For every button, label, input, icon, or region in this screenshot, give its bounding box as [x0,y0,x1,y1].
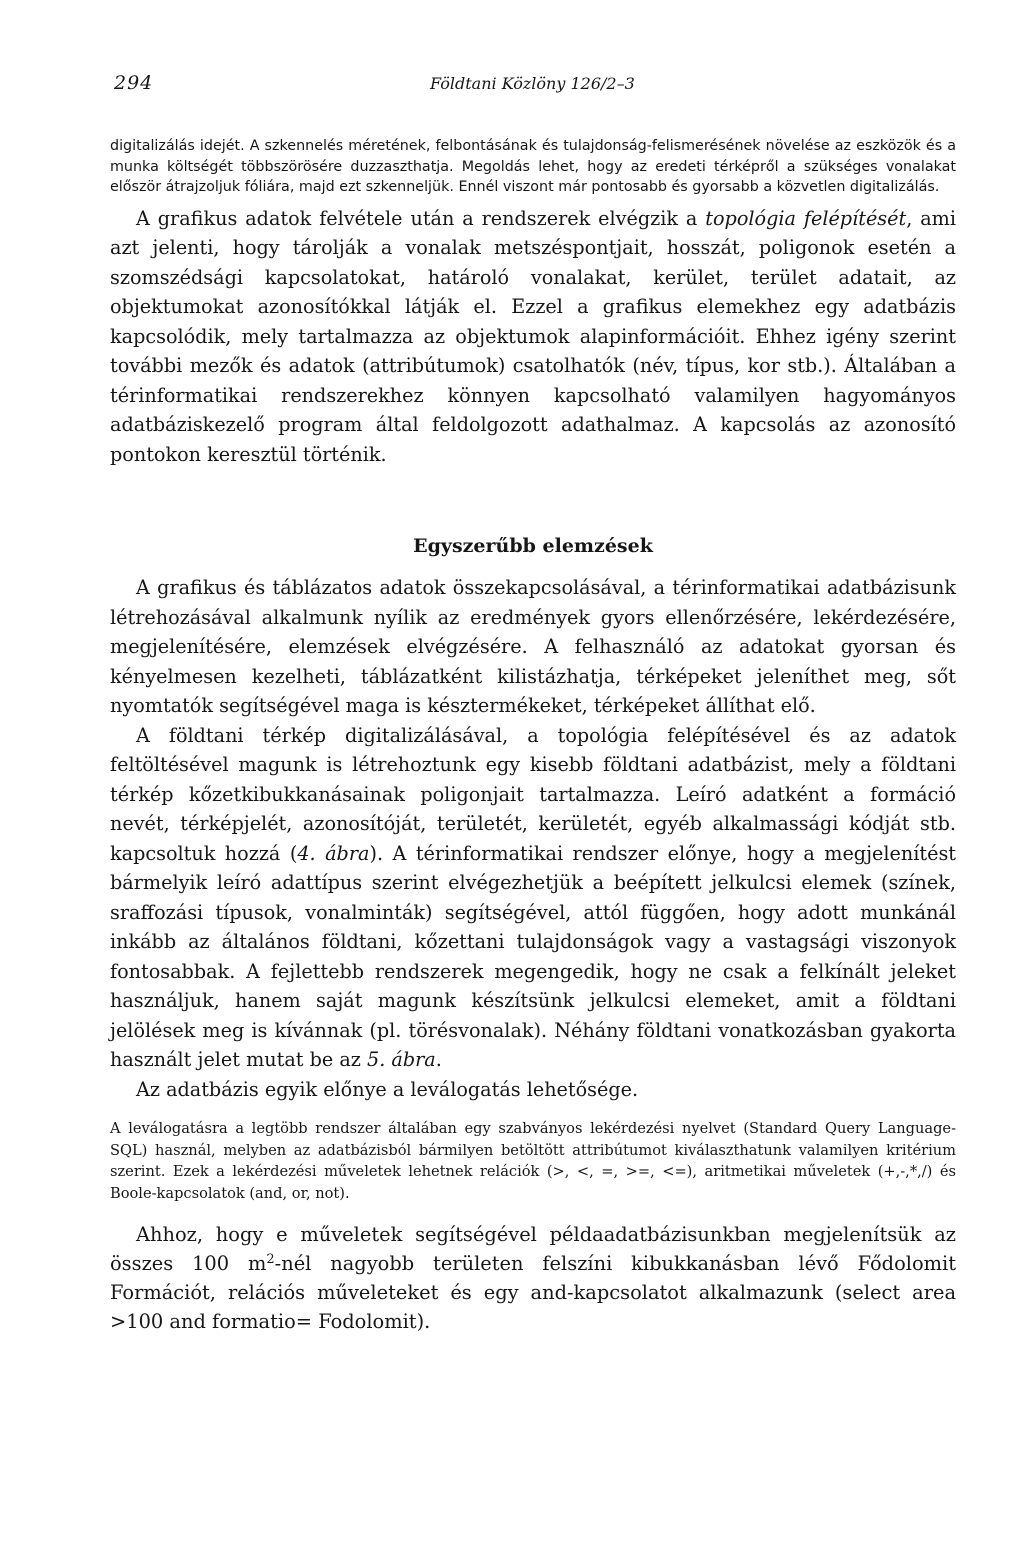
paragraph-sql: A leválogatásra a legtöbb rendszer általában egy szabványos lekérdezési nyelvet (Standard Query Language-SQL) használ, melyben az adatbázisból bármilyen betöltött attribútumot kiválaszthatunk valamilyen kritérium szerint. Ezek a lekérdezési műveletek lehetnek relációk (>, <, =, >=, <=), aritmetikai műveletek (+,-,*,/) és Boole-kapcsolatok (and, or, not). [110,1120,956,1202]
paragraph-geologic-map [110,721,956,1075]
paragraph-example [110,1220,956,1336]
paragraph-analysis: A grafikus és táblázatos adatok összekapcsolásával, a térinformatikai adatbázisunk létrehozásával alkalmunk nyílik az eredmények gyors ellenőrzésére, lekérdezésére, megjelenítésére, elemzések elvégzésére. A felhasználó az adatokat gyorsan és kényelmesen kezelheti, táblázatként kilistázhatja, térképeket jeleníthet meg, sőt nyomtatók segítségével maga is késztermékeket, térképeket állíthat elő. [110,576,956,718]
map-text-1: A földtani térkép digitalizálásával, a topológia felépítésével és az adatok feltöltésével magunk is létrehoztunk egy kisebb földtani adatbázist, mely a földtani térkép kőzetkibukkanásainak poligonjait tartalmazza. Leíró adatként a formáció nevét, térképjelét, azonosítóját, területét, kerületét, egyéb alkalmassági kódját stb. kapcsoltuk hozzá ( [110,723,956,865]
map-text-2: ). A térinformatikai rendszer előnye, hogy a megjelenítést bármelyik leíró adattípus szerint elvégezhetjük a beépített jelkulcsi elemek (színek, sraffozási típusok, vonalminták) segítségével, attól függően, hogy adott munkánál inkább az általános földtani, kőzettani tulajdonságok vagy a vastagsági viszonyok fontosabbak. A fejlettebb rendszerek megengedik, hogy ne csak a felkínált jeleket használjuk, hanem saját magunk készítsünk jelkulcsi elemeket, amit a földtani jelölések meg is kívánnak (pl. törésvonalak). Néhány földtani vonatkozásban gyakorta használt jelet mutat be az [110,841,956,1072]
paragraph-digitization-end: digitalizálás idejét. A szkennelés méretének, felbontásának és tulajdonság-felismerésének növelése az eszközök és a munka költségét többszörösére duzzaszthatja. Megoldás lehet, hogy az eredeti térképről a szükséges vonalakat először átrajzoljuk fóliára, majd ezt szkenneljük. Ennél viszont már pontosabb és gyorsabb a közvetlen digitalizálás. [110,138,956,196]
section-heading: Egyszerűbb elemzések [413,535,653,558]
superscript-2: 2 [266,1252,275,1268]
topology-text-before: A grafikus adatok felvétele után a rendszerek elvégzik a [136,206,706,230]
paragraph-topology [110,204,956,470]
paragraph-selection: Az adatbázis egyik előnye a leválogatás lehetősége. [136,1077,639,1101]
topology-text-after: , ami azt jelenti, hogy tárolják a vonalak metszéspontjait, hosszát, poligonok esetén a szomszédsági kapcsolatokat, határoló vonalakat, kerület, terület adatait, az objektumokat azonosítókkal látják el. Ezzel a grafikus elemekhez egy adatbázis kapcsolódik, mely tartalmazza az objektumok alapinformációit. Ehhez igény szerint további mezők és adatok (attribútumok) csatolhatók (név, típus, kor stb.). Általában a térinformatikai rendszerekhez könnyen kapcsolható valamilyen hagyományos adatbáziskezelő program által feldolgozott adathalmaz. A kapcsolás az azonosító pontokon keresztül történik. [110,206,957,466]
running-header [110,70,956,110]
example-text-1: Ahhoz, hogy e műveletek segítségével példaadatbázisunkban megjelenítsük az összes 100 m [110,1223,956,1276]
map-text-3: . [435,1048,442,1072]
page-number: 294 [114,72,154,94]
figure-ref-4: 4. ábra [297,841,370,865]
topology-term: topológia felépítését [705,206,907,230]
journal-title: Földtani Közlöny 126/2–3 [430,74,635,93]
page [110,70,956,1336]
example-text-2: -nél nagyobb területen felszíni kibukkanásban lévő Fődolomit Formációt, relációs műveleteket és egy and-kapcsolatot alkalmazunk (select area >100 and formatio= Fodolomit). [110,1252,956,1334]
figure-ref-5: 5. ábra [367,1048,436,1072]
